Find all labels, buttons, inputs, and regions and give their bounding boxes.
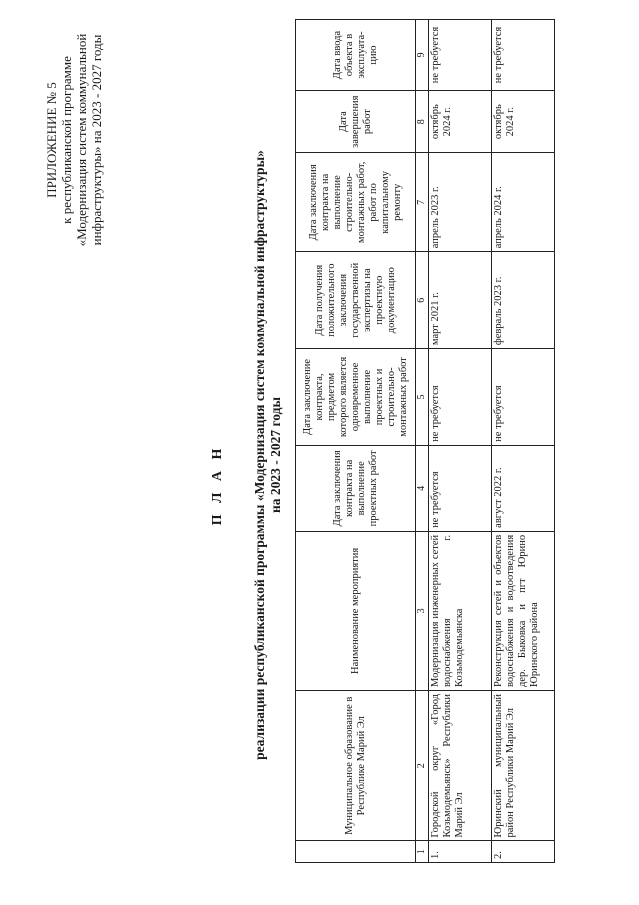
measure-cell: Реконструкция сетей и объектов водоснабжения и водоотведения дер. Быковка и пгт Юрино Юринского района — [492, 531, 555, 690]
plan-subtitle-line-2: на 2023 - 2027 годы — [268, 396, 283, 514]
table-column-numbers-row — [416, 20, 429, 863]
completion-cell: октябрь 2024 г. — [429, 91, 492, 153]
header-cell-number — [296, 841, 416, 863]
header-cell-municipality: Муниципальное образование в Республике Марий Эл — [296, 690, 416, 841]
plan-subtitle — [252, 65, 284, 845]
header-cell-combined-contract: Дата заключение контракта, предметом которого является одновременное выполнение проектных и строительно-монтажных работ — [296, 349, 416, 446]
header-cell-commissioning: Дата ввода объекта в эксплуата-цию — [296, 20, 416, 91]
measure-cell: Модернизация инженерных сетей водоснабжения г. Козьмодемьянска — [429, 531, 492, 690]
column-number: 3 — [416, 531, 429, 690]
commissioning-cell: не требуется — [492, 20, 555, 91]
column-number: 4 — [416, 445, 429, 531]
construction-contract-cell: апрель 2023 г. — [429, 153, 492, 252]
design-contract-cell: август 2022 г. — [492, 445, 555, 531]
design-contract-cell: не требуется — [429, 445, 492, 531]
appendix-line-4: инфраструктуры» на 2023 - 2027 годы — [89, 34, 104, 246]
expertise-cell: февраль 2023 г. — [492, 252, 555, 349]
combined-contract-cell: не требуется — [492, 349, 555, 446]
plan-table — [295, 19, 555, 863]
column-number: 1 — [416, 841, 429, 863]
column-number: 5 — [416, 349, 429, 446]
header-cell-construction-contract: Дата заключения контракта на выполнение строительно-монтажных работ, работ по капитальному ремонту — [296, 153, 416, 252]
row-number: 2. — [492, 841, 555, 863]
appendix-line-3: «Модернизация систем коммунальной — [74, 33, 89, 247]
construction-contract-cell: апрель 2024 г. — [492, 153, 555, 252]
column-number: 9 — [416, 20, 429, 91]
table-row — [429, 20, 492, 863]
row-number: 1. — [429, 841, 492, 863]
completion-cell: октябрь 2024 г. — [492, 91, 555, 153]
column-number: 8 — [416, 91, 429, 153]
appendix-note — [44, 15, 104, 265]
commissioning-cell: не требуется — [429, 20, 492, 91]
column-number: 6 — [416, 252, 429, 349]
table-header-row — [296, 20, 416, 863]
municipality-cell: Городской округ «Город Козьмодемьянск» Республики Марий Эл — [429, 690, 492, 841]
appendix-line-1: ПРИЛОЖЕНИЕ № 5 — [44, 82, 59, 198]
combined-contract-cell: не требуется — [429, 349, 492, 446]
expertise-cell: март 2021 г. — [429, 252, 492, 349]
header-cell-expertise: Дата получения положительного заключения государственной экспертизы на проектную документацию — [296, 252, 416, 349]
header-cell-design-contract: Дата заключения контракта на выполнение проектных работ — [296, 445, 416, 531]
plan-subtitle-line-1: реализации республиканской программы «Модернизация систем коммунальной инфраструктуры» — [252, 150, 267, 760]
plan-title: П Л А Н — [210, 444, 225, 526]
table-row — [492, 20, 555, 863]
header-cell-completion: Дата завершения работ — [296, 91, 416, 153]
column-number: 7 — [416, 153, 429, 252]
header-cell-measure: Наименование мероприятия — [296, 531, 416, 690]
appendix-line-2: к республиканской программе — [59, 56, 74, 224]
municipality-cell: Юринский муниципальный район Республики Марий Эл — [492, 690, 555, 841]
column-number: 2 — [416, 690, 429, 841]
